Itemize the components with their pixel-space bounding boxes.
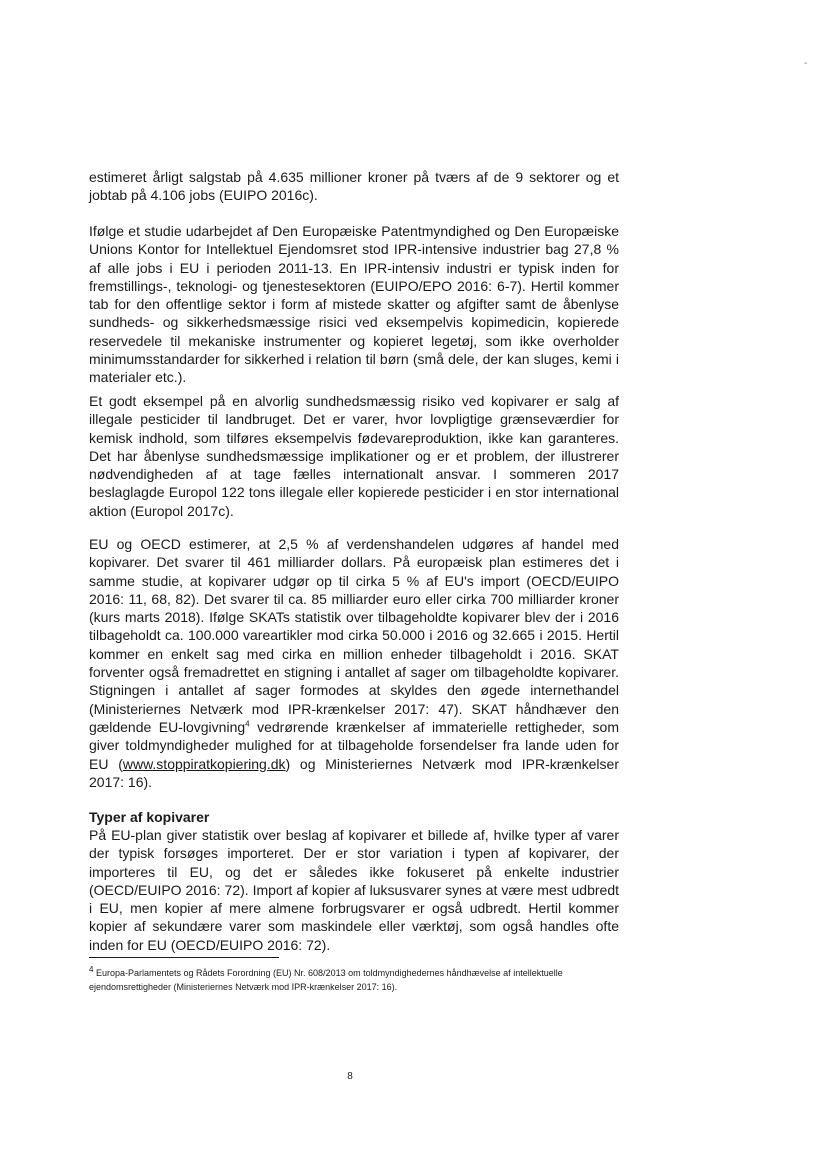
paragraph-5-text: På EU-plan giver statistik over beslag af kopivarer et billede af, hvilke typer af varer der typisk forsøges importeret. Der er stor variation i typen af kopivarer, der importeres til EU, og det er således ikke fokuseret på enkelte industrier (OECD/EUIPO 2016: 72). Import af kopier af luksusvarer synes at være mest udbredt i EU, men kopier af mere almene forbrugsvarer er også udbredt. Hertil kommer kopier af sekundære varer som maskindele eller værktøj, som også handles ofte inden for EU (OECD/EUIPO 2016: 72). [89,827,619,953]
paragraph-3 [89,392,619,520]
footnote-divider [89,957,279,958]
paragraph-4 [89,535,619,791]
paragraph-3-text: Et godt eksempel på en alvorlig sundhedsmæssig risiko ved kopivarer er salg af illegale pesticider til landbruget. Det er varer, hvor lovpligtige grænseværdier for kemisk indhold, som tilføres eksempelvis fødevareproduktion, ikke kan garanteres. Det har åbenlyse sundhedsmæssige implikationer og er et problem, der illustrerer nødvendigheden af at tage fælles internationalt ansvar. I sommeren 2017 beslaglagde Europol 122 tons illegale eller kopierede pesticider i en stor international aktion (Europol 2017c). [89,393,619,519]
footnote [89,966,609,994]
paragraph-4-text-b: vedrørende krænkelser af immaterielle rettigheder, som giver toldmyndigheder mulighed for at tilbageholde forsendelser fra lande uden for EU ( [89,718,619,772]
paragraph-5 [89,826,619,954]
paragraph-4-text: EU og OECD estimerer, at 2,5 % af verdenshandelen udgøres af handel med kopivarer. Det svarer til 461 milliarder dollars. På europæisk plan estimeres det i samme studie, at kopivarer udgør op til cirka 5 % af EU's import (OECD/EUIPO 2016: 11, 68, 82). Det svarer til ca. 85 milliarder euro eller cirka 700 milliarder kroner (kurs marts 2018). Ifølge SKATs statistik over tilbageholdte kopivarer blev der i 2016 tilbageholdt ca. 100.000 vareartikler mod cirka 50.000 i 2016 og 32.665 i 2015. Hertil kommer en enkelt sag med cirka en million enheder tilbageholdt i 2016. SKAT forventer også fremadrettet en stigning i antallet af sager om tilbageholdte kopivarer. Stigningen i antallet af sager formodes at skyldes den øgede internethandel (Ministeriernes Netværk mod IPR-krænkelser 2017: 47). SKAT håndhæver den gældende EU-lovgivning [89,536,619,735]
paragraph-4-text-c: ) og Ministeriernes Netværk mod IPR-krænkelser 2017: 16). [89,755,619,790]
footnote-number: 4 [89,965,94,974]
paragraph-2-text: Ifølge et studie udarbejdet af Den Europæiske Patentmyndighed og Den Europæiske Unions Kontor for Intellektuel Ejendomsret stod IPR-intensive industrier bag 27,8 % af alle jobs i EU i perioden 2011-13. En IPR-intensiv industri er typisk inden for fremstillings-, teknologi- og tjenestesektoren (EUIPO/EPO 2016: 6-7). Hertil kommer tab for den offentlige sektor i form af mistede skatter og afgifter samt de åbenlyse sundheds- og sikkerhedsmæssige risici ved eksempelvis kopimedicin, kopierede reservedele til mekaniske instrumenter og kopieret legetøj, som ikke overholder minimumsstandarder for sikkerhed i relation til børn (små dele, der kan sluges, kemi i materialer etc.). [89,223,619,386]
stoppiratkopiering-link[interactable]: www.stoppiratkopiering.dk [122,755,286,772]
corner-mark: - [804,58,808,69]
section-heading: Typer af kopivarer [89,809,210,825]
paragraph-1 [89,168,619,205]
page-number: 8 [347,1071,353,1082]
footnote-reference[interactable]: 4 [245,719,250,729]
paragraph-2 [89,222,619,387]
footnote-text: Europa-Parlamentets og Rådets Forordning (EU) Nr. 608/2013 om toldmyndighedernes håndhævelse af intellektuelle ejendomsrettigheder (Ministeriernes Netværk mod IPR-krænkelser 2017: 16). [89,968,563,992]
paragraph-1-text: estimeret årligt salgstab på 4.635 millioner kroner på tværs af de 9 sektorer og et jobtab på 4.106 jobs (EUIPO 2016c). [89,169,619,204]
